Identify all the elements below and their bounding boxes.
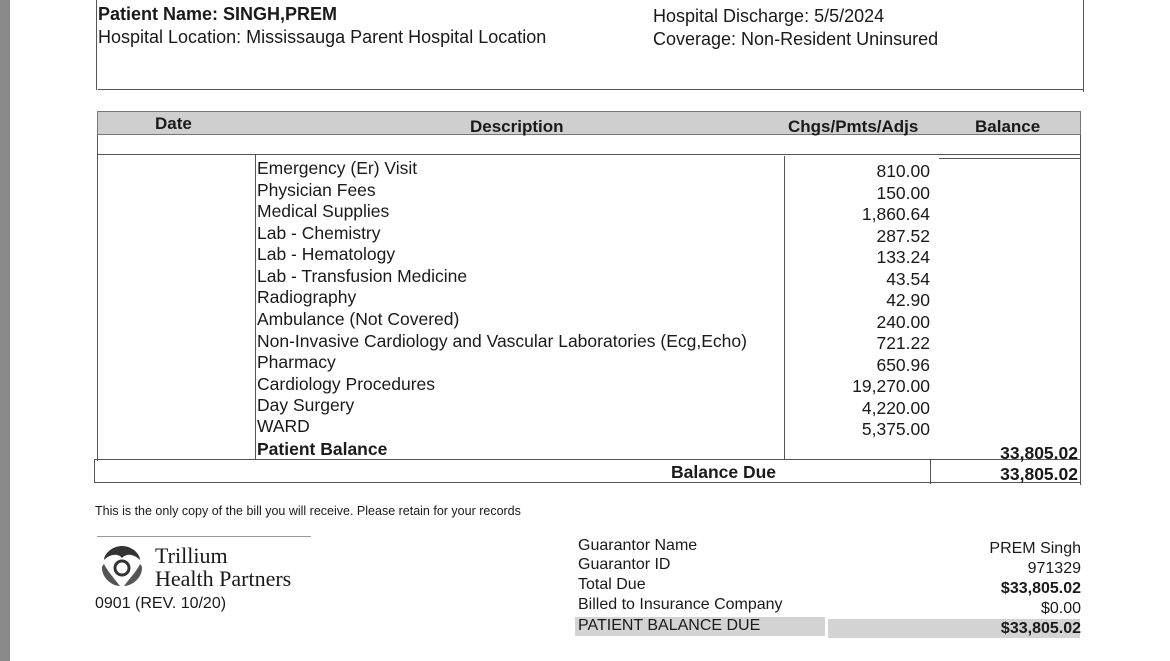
line-item-description: WARD bbox=[257, 416, 310, 436]
total-due-label: Total Due bbox=[578, 576, 646, 593]
column-date: Date bbox=[155, 114, 192, 133]
total-due-value: $33,805.02 bbox=[1000, 580, 1081, 597]
trillium-logo-icon bbox=[96, 540, 148, 592]
line-item-amount: 42.90 bbox=[886, 290, 930, 310]
balance-due-divider bbox=[930, 459, 931, 484]
table-left-border bbox=[97, 135, 98, 461]
line-item-amount: 43.54 bbox=[886, 269, 930, 289]
line-item-amount: 240.00 bbox=[876, 312, 930, 332]
table-right-border bbox=[1080, 135, 1081, 485]
hospital-discharge: Hospital Discharge: 5/5/2024 bbox=[653, 6, 885, 26]
coverage: Coverage: Non-Resident Uninsured bbox=[653, 29, 939, 49]
balance-due-label: Balance Due bbox=[671, 462, 777, 482]
date-column-divider bbox=[255, 154, 256, 460]
line-item-amount: 4,220.00 bbox=[861, 398, 930, 418]
balance-due-value: 33,805.02 bbox=[1000, 464, 1078, 484]
header-divider bbox=[98, 89, 1083, 90]
column-balance: Balance bbox=[975, 117, 1041, 136]
line-item-amount: 150.00 bbox=[876, 183, 930, 203]
patient-balance-label: Patient Balance bbox=[257, 439, 388, 459]
line-item-description: Medical Supplies bbox=[257, 201, 390, 221]
retain-note: This is the only copy of the bill you will receive. Please retain for your records bbox=[95, 504, 521, 518]
guarantor-name-label: Guarantor Name bbox=[578, 537, 698, 554]
line-item-description: Day Surgery bbox=[257, 395, 355, 415]
line-item-description: Lab - Transfusion Medicine bbox=[257, 266, 468, 286]
line-item-description: Cardiology Procedures bbox=[257, 374, 436, 394]
line-item-description: Radiography bbox=[257, 287, 357, 307]
table-bottom bbox=[94, 482, 1081, 483]
line-item-amount: 5,375.00 bbox=[861, 419, 930, 439]
logo-divider bbox=[97, 536, 311, 537]
line-item-description: Ambulance (Not Covered) bbox=[257, 309, 460, 329]
patient-name: Patient Name: SINGH,PREM bbox=[98, 4, 338, 24]
header-frame-right bbox=[1083, 0, 1084, 92]
column-description: Description bbox=[470, 117, 564, 136]
insurance-label: Billed to Insurance Company bbox=[578, 596, 783, 613]
line-item-description: Emergency (Er) Visit bbox=[257, 158, 418, 178]
line-item-description: Lab - Chemistry bbox=[257, 223, 381, 243]
patient-due-label: PATIENT BALANCE DUE bbox=[578, 617, 761, 634]
line-item-amount: 721.22 bbox=[876, 333, 930, 353]
form-code: 0901 (REV. 10/20) bbox=[95, 595, 227, 612]
line-item-description: Non-Invasive Cardiology and Vascular Laboratories (Ecg,Echo) bbox=[257, 331, 747, 351]
patient-due-value: $33,805.02 bbox=[1000, 620, 1081, 637]
guarantor-name-value: PREM Singh bbox=[989, 540, 1081, 557]
hospital-location: Hospital Location: Mississauga Parent Hospital Location bbox=[98, 27, 547, 47]
header-frame-left bbox=[96, 0, 97, 90]
line-item-description: Lab - Hematology bbox=[257, 244, 396, 264]
balance-column-top bbox=[939, 158, 1080, 159]
line-item-amount: 133.24 bbox=[876, 247, 930, 267]
column-charges: Chgs/Pmts/Adjs bbox=[788, 117, 919, 136]
line-item-amount: 810.00 bbox=[876, 161, 930, 181]
logo-line-1: Trillium bbox=[155, 543, 228, 568]
balance-due-left bbox=[94, 459, 95, 482]
guarantor-id-label: Guarantor ID bbox=[578, 556, 671, 573]
line-item-description: Pharmacy bbox=[257, 352, 336, 372]
patient-balance-value: 33,805.02 bbox=[1000, 443, 1078, 463]
table-body-top bbox=[97, 154, 1081, 155]
desc-column-divider bbox=[784, 156, 785, 460]
line-item-amount: 1,860.64 bbox=[861, 204, 930, 224]
insurance-value: $0.00 bbox=[1040, 600, 1081, 617]
line-item-amount: 19,270.00 bbox=[852, 376, 930, 396]
table-header bbox=[97, 111, 1081, 135]
logo-line-2: Health Partners bbox=[155, 566, 292, 591]
guarantor-id-value: 971329 bbox=[1027, 560, 1081, 577]
table-body-bottom bbox=[94, 459, 1081, 460]
line-item-description: Physician Fees bbox=[257, 180, 376, 200]
line-item-amount: 650.96 bbox=[876, 355, 930, 375]
line-item-amount: 287.52 bbox=[876, 226, 930, 246]
